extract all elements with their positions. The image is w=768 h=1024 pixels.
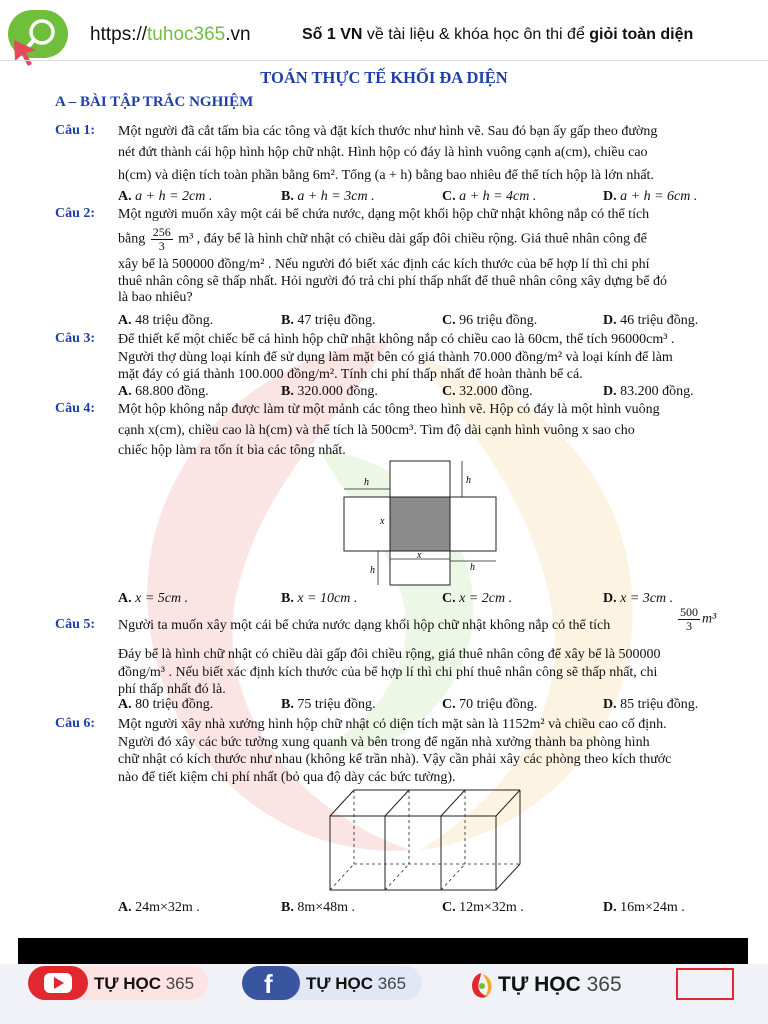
question-label: Câu 1: <box>55 123 96 138</box>
site-slogan: Số 1 VN về tài liệu & khóa học ôn thi để giỏi toàn diện <box>302 26 694 43</box>
question-line: xây bể là 500000 đồng/m² . Nếu người đó biết xác định các kích thước của bể hợp lí thì chi phí <box>118 256 650 272</box>
answer-option-b[interactable]: B. 8m×48m . <box>281 900 356 915</box>
answer-option-c[interactable]: C. x = 2cm . <box>442 591 513 606</box>
question-line: Một người muốn xây một cái bể chứa nước, dạng một khối hộp chữ nhật không nắp có thể tích <box>118 207 650 222</box>
answer-option-b[interactable]: B. a + h = 3cm . <box>281 189 375 204</box>
fraction: $\frac{500}{3}$ <box>680 605 698 633</box>
answer-option-d[interactable]: D. a + h = 6cm . <box>603 189 698 204</box>
question-line: chiếc hộp làm ra tốn ít bìa các tông nhất. <box>118 443 346 458</box>
answer-option-d[interactable]: D. 83.200 đồng. <box>603 384 694 399</box>
label-h: h <box>364 477 369 488</box>
site-url[interactable]: https://tuhoc365.vn <box>90 24 251 45</box>
question-1-text <box>118 123 726 185</box>
question-6-text <box>118 716 726 786</box>
section-heading: A – BÀI TẬP TRẮC NGHIỆM <box>55 94 254 110</box>
question-line: h(cm) và diện tích toàn phần bằng 6m². Tổng (a + h) bằng bao nhiêu để thể tích hộp là lớn nhất. <box>118 168 654 183</box>
answer-option-b[interactable]: B. 47 triệu đồng. <box>281 313 376 328</box>
question-label: Câu 4: <box>55 401 96 416</box>
question-line: Đáy bể là hình chữ nhật có chiều dài gấp đôi chiều rộng, giá thuê nhân công để xây bể là 500000 <box>118 647 661 662</box>
warehouse-box-figure <box>326 786 526 896</box>
red-outline-box <box>676 968 734 1000</box>
youtube-icon <box>28 966 88 1000</box>
label-h: h <box>370 565 375 576</box>
facebook-page-name: TỰ HỌC 365 <box>306 974 407 993</box>
answer-option-a[interactable]: A. 68.800 đồng. <box>118 384 209 399</box>
answer-option-c[interactable]: C. 12m×32m . <box>442 900 524 915</box>
page-title: TOÁN THỰC TẾ KHỐI ĐA DIỆN <box>260 68 508 87</box>
fraction: $\frac{256}{3}$ <box>152 224 171 253</box>
label-h: h <box>466 475 471 486</box>
question-label: Câu 2: <box>55 206 96 221</box>
label-x: x <box>417 550 422 561</box>
svg-text:f: f <box>264 969 273 999</box>
question-3-text <box>118 331 726 384</box>
answer-option-d[interactable]: D. 46 triệu đồng. <box>603 313 699 328</box>
answer-option-a[interactable]: A. x = 5cm . <box>118 591 189 606</box>
answer-option-c[interactable]: C. 70 triệu đồng. <box>442 697 538 712</box>
question-line: phí thấp nhất đó là. <box>118 682 226 697</box>
tuhoc-brand-name: TỰ HỌC 365 <box>498 973 622 996</box>
cursor-arrow-icon <box>10 36 40 68</box>
question-line: Một hộp không nắp được làm từ một mảnh các tông theo hình vẽ. Hộp có đáy là một hình vuông <box>118 402 660 417</box>
question-line: Một người xây nhà xưởng hình hộp chữ nhật có diện tích mặt sàn là 1152m² và chiều cao cố định. <box>118 717 667 732</box>
youtube-channel-name: TỰ HỌC 365 <box>94 974 195 993</box>
question-line: nào để tiết kiệm chi phí nhất (bỏ qua độ dày các bức tường). <box>118 769 456 785</box>
answer-option-a[interactable]: A. 48 triệu đồng. <box>118 313 214 328</box>
answer-option-b[interactable]: B. 75 triệu đồng. <box>281 697 376 712</box>
footer-black-bar <box>18 938 748 964</box>
answer-option-a[interactable]: A. 24m×32m . <box>118 900 200 915</box>
answer-option-b[interactable]: B. x = 10cm . <box>281 591 358 606</box>
tuhoc-logo-icon <box>468 970 494 1000</box>
question-line: chữ nhật có kích thước như nhau (không kể trần nhà). Vậy cần phải xây các phòng theo kích thước <box>118 752 672 767</box>
answer-option-c[interactable]: C. 32.000 đồng. <box>442 384 533 399</box>
question-line: Một người đã cắt tấm bìa các tông và đặt kích thước như hình vẽ. Sau đó bạn ấy gấp theo đường <box>118 124 658 139</box>
box-net-figure <box>340 455 500 590</box>
question-line: Người thợ dùng loại kính để sử dụng làm mặt bên có giá thành 70.000 đồng/m² và loại kính để làm <box>118 349 673 365</box>
answer-option-a[interactable]: A. 80 triệu đồng. <box>118 697 214 712</box>
question-line: nét đứt thành cái hộp hình hộp chữ nhật. Hình hộp có đáy là hình vuông cạnh a(cm), chiều cao <box>118 144 648 160</box>
question-label: Câu 6: <box>55 716 96 731</box>
answer-option-d[interactable]: D. 85 triệu đồng. <box>603 697 699 712</box>
question-line: Để thiết kế một chiếc bể cá hình hộp chữ nhật không nắp có chiều cao là 60cm, thể tích 96000cm³ . <box>118 332 675 347</box>
question-2-text <box>118 206 726 306</box>
answer-option-a[interactable]: A. a + h = 2cm . <box>118 189 213 204</box>
header-divider <box>0 60 768 61</box>
label-x: x <box>380 516 385 527</box>
facebook-icon <box>242 966 300 1000</box>
question-line: mặt đáy có giá thành 100.000 đồng/m². Tính chi phí thấp nhất để hoàn thành bể cá. <box>118 367 583 382</box>
question-5-text <box>118 646 726 699</box>
answer-option-b[interactable]: B. 320.000 đồng. <box>281 384 378 399</box>
question-label: Câu 3: <box>55 331 96 346</box>
question-line: đồng/m³ . Nếu biết xác định kích thước của bể hợp lí thì chi phí thuê nhân công sẽ thấp nhất, chi <box>118 664 658 680</box>
label-h: h <box>470 562 475 573</box>
question-4-text <box>118 401 726 460</box>
question-line: Người đó xây các bức tường xung quanh và bên trong để ngăn nhà xưởng thành ba phòng hình <box>118 734 650 750</box>
answer-option-d[interactable]: D. x = 3cm . <box>603 591 674 606</box>
answer-option-c[interactable]: C. a + h = 4cm . <box>442 189 537 204</box>
answer-option-d[interactable]: D. 16m×24m . <box>603 900 685 915</box>
base-square <box>390 497 450 551</box>
volume-fraction: $\frac{500}{3}$ m³ <box>680 605 717 633</box>
answer-option-c[interactable]: C. 96 triệu đồng. <box>442 313 538 328</box>
question-line: cạnh x(cm), chiều cao là h(cm) và thể tích là 500cm³. Tìm độ dài cạnh hình vuông x sao cho <box>118 422 635 438</box>
question-label: Câu 5: <box>55 617 96 632</box>
question-line: là bao nhiêu? <box>118 289 193 305</box>
question-line: thuê nhân công sẽ thấp nhất. Hỏi người đó trả chi phí thấp nhất để thuê nhân công xây dựng bể đó <box>118 274 668 289</box>
question-5-line1: Người ta muốn xây một cái bể chứa nước dạng khối hộp chữ nhật không nắp có thể tích <box>118 618 611 633</box>
question-line: bằng $\frac{256}{3}$ m³ , đáy bể là hình chữ nhật có chiều dài gấp đôi chiều rộng. Giá thuê nhân công để <box>118 224 647 253</box>
